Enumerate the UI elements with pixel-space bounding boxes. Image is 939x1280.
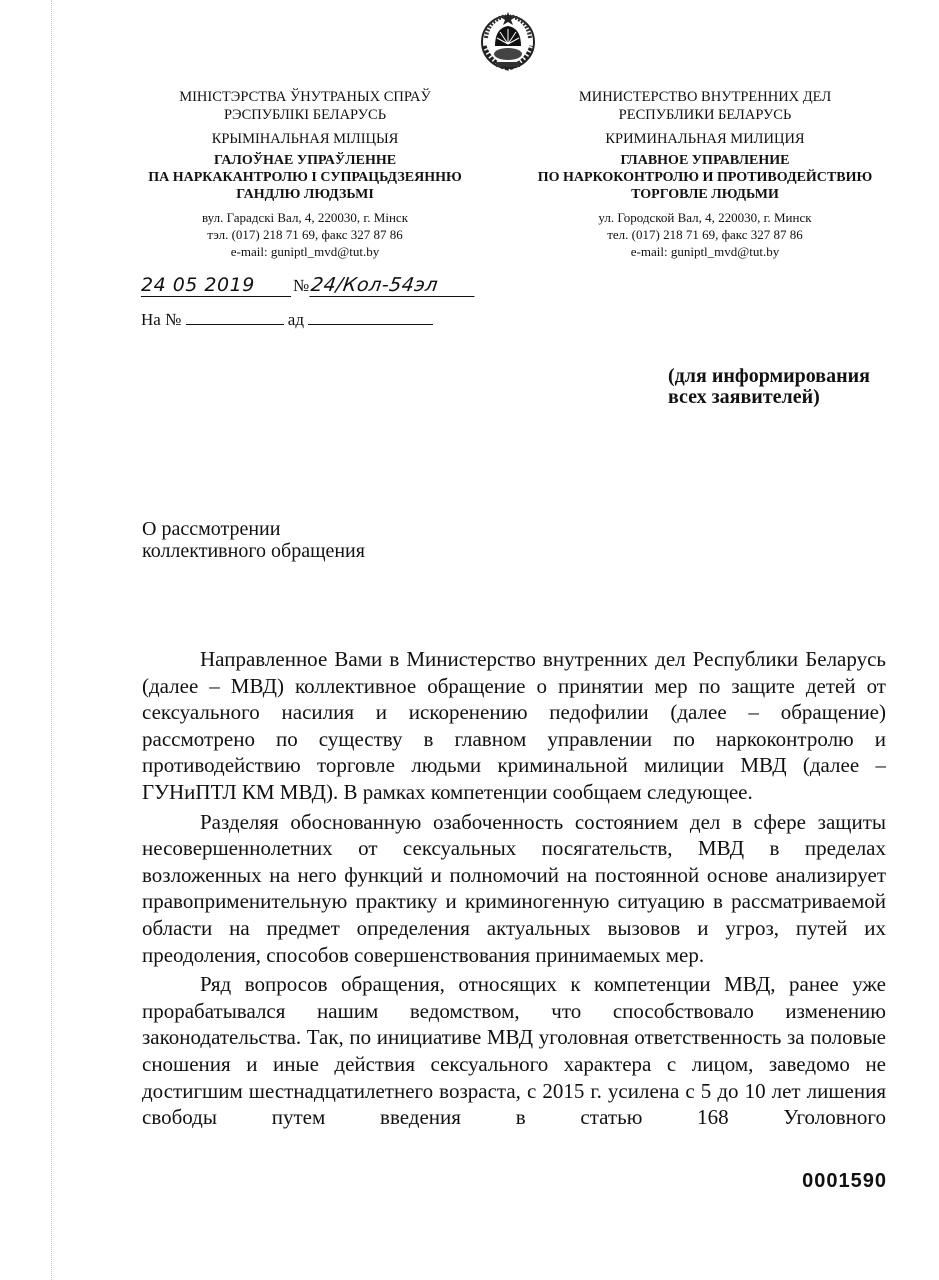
handwritten-reg-number: 24/Кол-54эл <box>310 274 478 297</box>
ministry-name: МІНІСТЭРСТВА ЎНУТРАНЫХ СПРАЎ <box>179 89 431 105</box>
phone-fax: тел. (017) 218 71 69, факс 327 87 86 <box>607 227 803 242</box>
division-name: КРЫМІНАЛЬНАЯ МІЛІЦЫЯ <box>211 131 399 147</box>
letterhead-russian <box>522 88 888 260</box>
reply-to-label: На № <box>141 310 182 329</box>
department-name-line3: ТОРГОВЛЕ ЛЮДЬМИ <box>631 187 779 202</box>
ministry-country: РЭСПУБЛІКІ БЕЛАРУСЬ <box>223 107 387 123</box>
department-name-line1: ГАЛОЎНАЕ УПРАЎЛЕННЕ <box>213 153 397 168</box>
letter-subject <box>142 518 365 562</box>
body-paragraph: Направленное Вами в Министерство внутренних дел Республики Беларусь (далее – МВД) коллективное обращение о принятии мер по защите детей от сексуального насилия и искоренению педофилии (далее – обращение) рассмотрено по существу в главном управлении по наркоконтролю и противодействию торговле людьми криминальной милиции МВД (далее – ГУНиПТЛ КМ МВД). В рамках компетенции сообщаем следующее. <box>142 647 886 804</box>
department-name-line1: ГЛАВНОЕ УПРАВЛЕНИЕ <box>620 153 790 168</box>
ministry-name: МИНИСТЕРСТВО ВНУТРЕННИХ ДЕЛ <box>578 89 832 105</box>
addressee-line2: всех заявителей) <box>668 386 820 408</box>
postal-address: ул. Городской Вал, 4, 220030, г. Минск <box>598 210 812 225</box>
reply-to-blank <box>186 310 284 325</box>
department-name-line3: ГАНДЛЮ ЛЮДЗЬМІ <box>236 187 374 202</box>
body-paragraph: Разделяя обоснованную озабоченность состоянием дел в сфере защиты несовершеннолетних от сексуальных посягательств, МВД в пределах возложенных на него функций и полномочий на постоянной основе анализирует правоприменительную практику и криминогенную ситуацию в рассматриваемой области на предмет определения актуальных вызовов и угроз, путей их преодоления, способов совершенствования принимаемых мер. <box>142 809 886 967</box>
ministry-country: РЕСПУБЛИКИ БЕЛАРУСЬ <box>618 107 792 123</box>
division-name: КРИМИНАЛЬНАЯ МИЛИЦИЯ <box>605 131 805 147</box>
reply-from-label: ад <box>287 310 304 329</box>
scan-margin-line <box>51 0 52 1280</box>
email-address: e-mail: guniptl_mvd@tut.by <box>230 244 380 259</box>
reply-reference-line <box>141 310 433 330</box>
addressee-line1: (для информирования <box>668 365 870 387</box>
department-name-line2: ПО НАРКОКОНТРОЛЮ И ПРОТИВОДЕЙСТВИЮ <box>537 170 873 185</box>
registration-line <box>141 274 481 300</box>
subject-line1: О рассмотрении <box>142 518 281 540</box>
letter-body <box>142 646 886 1134</box>
document-serial-number: 0001590 <box>802 1170 887 1192</box>
email-address: e-mail: guniptl_mvd@tut.by <box>630 244 780 259</box>
phone-fax: тэл. (017) 218 71 69, факс 327 87 86 <box>207 227 403 242</box>
addressee <box>668 366 870 408</box>
belarus-coat-of-arms-icon <box>478 8 538 80</box>
number-sign: № <box>293 276 310 295</box>
handwritten-date: 24 05 2019 <box>141 274 291 297</box>
department-name-line2: ПА НАРКАКАНТРОЛЮ І СУПРАЦЬДЗЕЯННЮ <box>148 170 462 185</box>
postal-address: вул. Гарадскі Вал, 4, 220030, г. Мінск <box>201 210 409 225</box>
subject-line2: коллективного обращения <box>142 540 365 562</box>
reply-from-blank <box>308 310 433 325</box>
letterhead-belarusian <box>122 88 488 260</box>
body-paragraph: Ряд вопросов обращения, относящих к компетенции МВД, ранее уже прорабатывался нашим ведомством, что способствовало изменению законодательства. Так, по инициативе МВД уголовная ответственность за половые сношения и иные действия сексуального характера с лицом, заведомо не достигшим шестнадцатилетнего возраста, с 2015 г. усилена с 5 до 10 лет лишения свободы путем введения в статью 168 Уголовного <box>142 972 886 1130</box>
